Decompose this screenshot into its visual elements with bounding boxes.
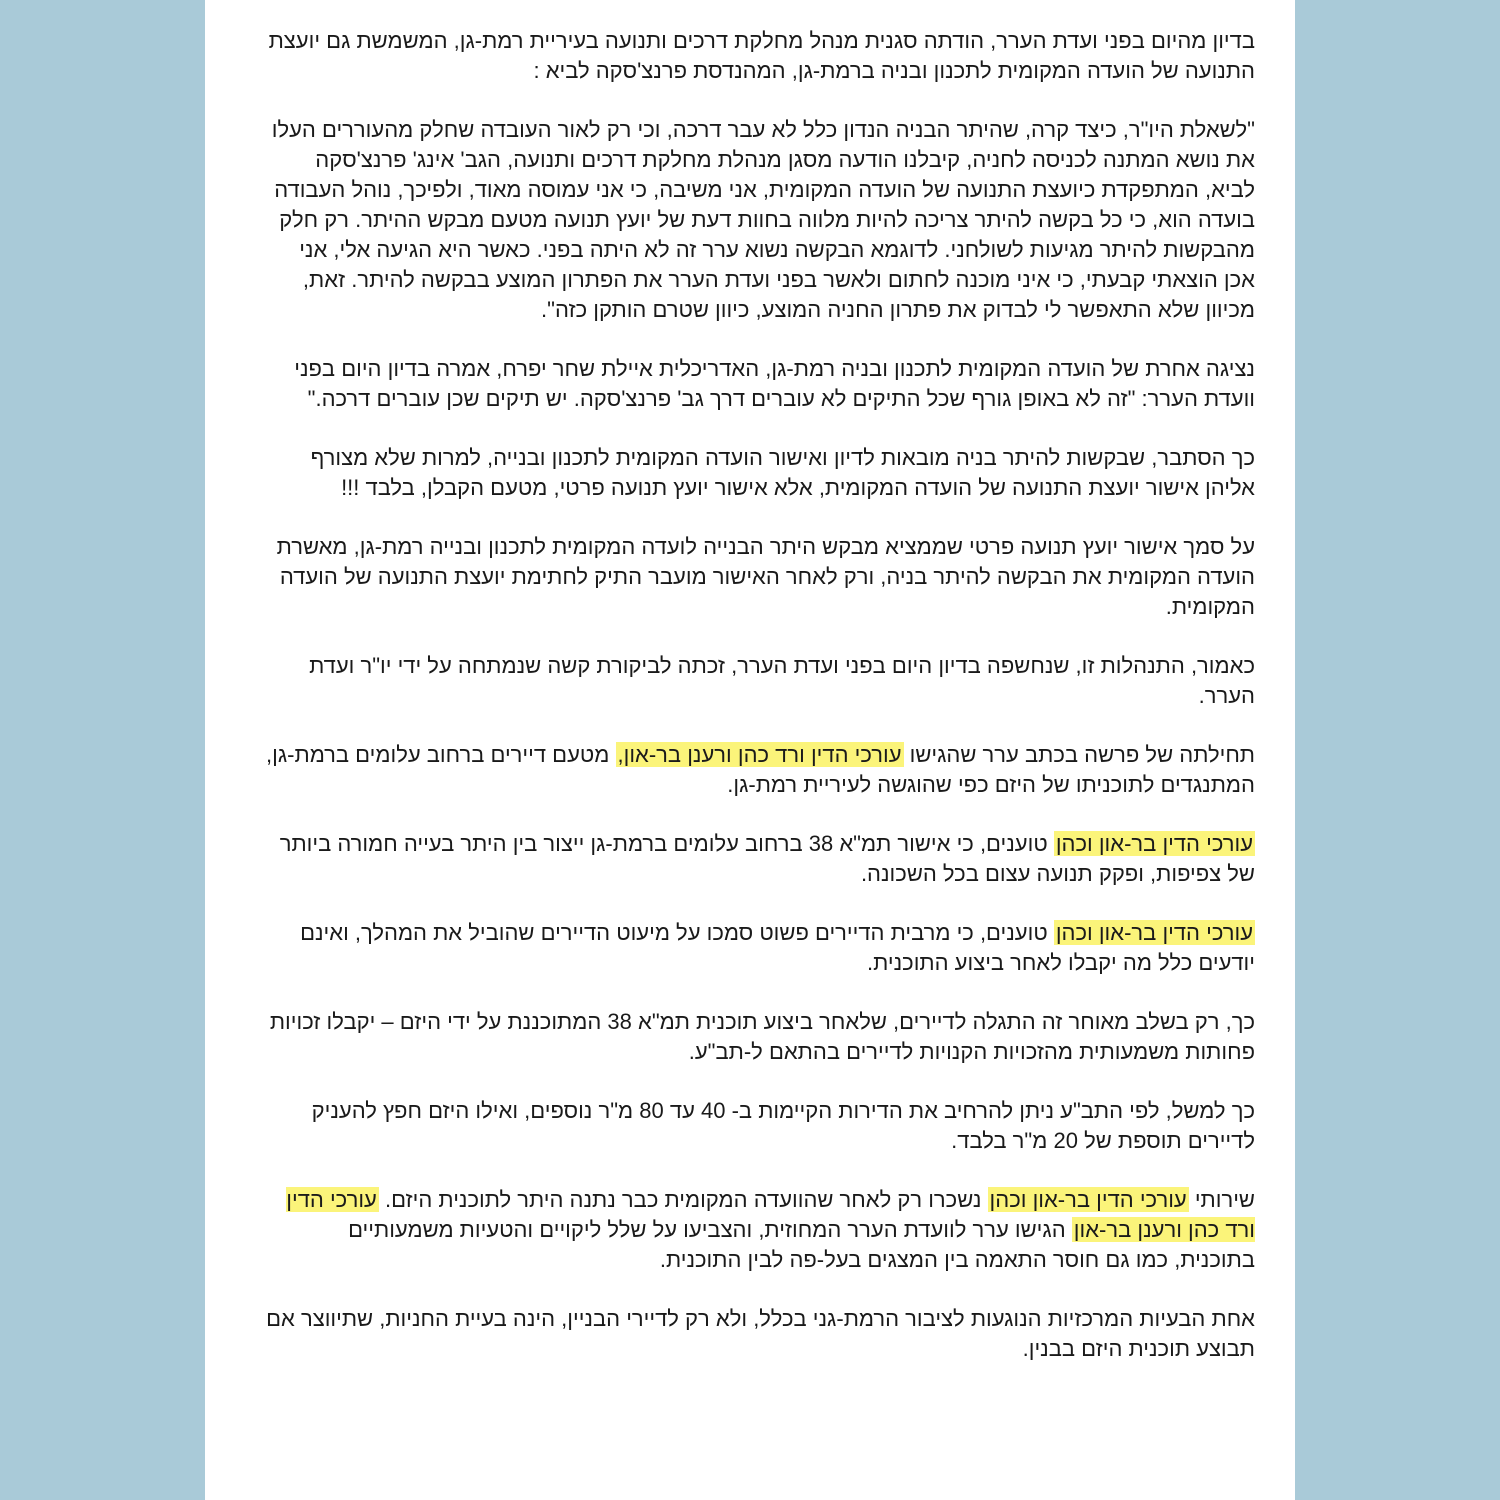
- paragraph-text: נשכרו רק לאחר שהוועדה המקומית כבר נתנה היתר לתוכנית היזם.: [378, 1187, 988, 1212]
- document-paragraph: [265, 354, 1255, 414]
- paragraph-text: כאמור, התנהלות זו, שנחשפה בדיון היום בפני ועדת הערר, זכתה לביקורת קשה שנמתחה על ידי יו"ר ועדת הערר.: [309, 653, 1255, 708]
- document-paragraph: [265, 1096, 1255, 1156]
- paragraph-text: טוענים, כי אישור תמ"א 38 ברחוב עלומים ברמת-גן ייצור בין היתר בעייה חמורה ביותר של צפיפות, ופקק תנועה עצום בכל השכונה.: [279, 831, 1255, 886]
- document-paragraph: [265, 651, 1255, 711]
- document-paragraph: [265, 532, 1255, 622]
- document-page: [205, 0, 1295, 1500]
- document-paragraph: [265, 1185, 1255, 1275]
- paragraph-text: "לשאלת היו"ר, כיצד קרה, שהיתר הבניה הנדון כלל לא עבר דרכה, וכי רק לאור העובדה שחלק מהעוררים העלו את נושא המתנה לכניסה לחניה, קיבלנו הודעה מסגן מנהלת מחלקת דרכים ותנועה, הגב' אינג' פרנצ'סקה לביא, המתפקדת כיועצת התנועה של הועדה המקומית, אני משיבה, כי אני עמוסה מאוד, ולפיכך, נוהל העבודה בועדה הוא, כי כל בקשה להיתר צריכה להיות מלווה בחוות דעת של יועץ תנועה מטעם מבקש ההיתר. רק חלק מהבקשות להיתר מגיעות לשולחני. לדוגמא הבקשה נשוא ערר זה לא היתה בפני. כאשר היא הגיעה אלי, אני אכן הוצאתי קבעתי, כי איני מוכנה לחתום ולאשר בפני ועדת הערר את הפתרון המוצע בבקשה להיתר. זאת, מכיוון שלא התאפשר לי לבדוק את פתרון החניה המוצע, כיוון שטרם הותקן כזה".: [271, 117, 1255, 322]
- document-paragraph: [265, 740, 1255, 800]
- paragraph-text: טוענים, כי מרבית הדיירים פשוט סמכו על מיעוט הדיירים שהוביל את המהלך, ואינם יודעים כלל מה יקבלו לאחר ביצוע התוכנית.: [300, 920, 1255, 975]
- highlighted-text: עורכי הדין ורד כהן ורענן בר-און,: [617, 742, 902, 767]
- paragraph-text: הגישו ערר לוועדת הערר המחוזית, והצביעו על שלל ליקויים והטעיות משמעותיים בתוכנית, כמו גם חוסר התאמה בין המצגים בעל-פה לבין התוכנית.: [348, 1217, 1255, 1272]
- document-paragraph: [265, 918, 1255, 978]
- paragraph-text: תחילתה של פרשה בכתב ערר שהגישו: [903, 742, 1255, 767]
- paragraph-text: שירותי: [1188, 1187, 1255, 1212]
- paragraph-text: מטעם דיירים ברחוב עלומים ברמת-גן, המתנגדים לתוכניתו של היזם כפי שהוגשה לעיריית רמת-גן.: [266, 742, 1255, 797]
- paragraph-text: כך הסתבר, שבקשות להיתר בניה מובאות לדיון ואישור הועדה המקומית לתכנון ובנייה, למרות שלא מצורף אליהן אישור יועצת התנועה של הועדה המקומית, אלא אישור יועץ תנועה פרטי, מטעם הקבלן, בלבד !!!: [310, 445, 1255, 500]
- document-paragraph: [265, 443, 1255, 503]
- paragraph-text: בדיון מהיום בפני ועדת הערר, הודתה סגנית מנהל מחלקת דרכים ותנועה בעיריית רמת-גן, המשמשת גם יועצת התנועה של הועדה המקומית לתכנון ובניה ברמת-גן, המהנדסת פרנצ'סקה לביא :: [268, 28, 1255, 83]
- paragraph-text: על סמך אישור יועץ תנועה פרטי שממציא מבקש היתר הבנייה לועדה המקומית לתכנון ובנייה רמת-גן, מאשרת הועדה המקומית את הבקשה להיתר בניה, ורק לאחר האישור מועבר התיק לחתימת יועצת התנועה של הועדה המקומית.: [276, 534, 1255, 619]
- paragraph-text: אחת הבעיות המרכזיות הנוגעות לציבור הרמת-גני בכלל, ולא רק לדיירי הבניין, הינה בעיית החניות, שתיווצר אם תבוצע תוכנית היזם בבנין.: [266, 1306, 1255, 1361]
- document-paragraph: [265, 115, 1255, 325]
- document-paragraph: [265, 1304, 1255, 1364]
- paragraph-text: כך למשל, לפי התב"ע ניתן להרחיב את הדירות הקיימות ב- 40 עד 80 מ"ר נוספים, ואילו היזם חפץ להעניק לדיירים תוספת של 20 מ"ר בלבד.: [311, 1098, 1255, 1153]
- paragraph-text: נציגה אחרת של הועדה המקומית לתכנון ובניה רמת-גן, האדריכלית איילת שחר יפרח, אמרה בדיון היום בפני וועדת הערר: "זה לא באופן גורף שכל התיקים לא עוברים דרך גב' פרנצ'סקה. יש תיקים שכן עוברים דרכה.": [294, 356, 1255, 411]
- highlighted-text: עורכי הדין בר-און וכהן: [989, 1187, 1187, 1212]
- paragraph-text: כך, רק בשלב מאוחר זה התגלה לדיירים, שלאחר ביצוע תוכנית תמ"א 38 המתוכננת על ידי היזם – יקבלו זכויות פחותות משמעותית מהזכויות הקנויות לדיירים בהתאם ל-תב"ע.: [269, 1009, 1255, 1064]
- document-paragraph: [265, 1007, 1255, 1067]
- document-paragraph: [265, 829, 1255, 889]
- highlighted-text: עורכי הדין בר-און וכהן: [1055, 831, 1253, 856]
- document-paragraph: [265, 26, 1255, 86]
- highlighted-text: עורכי הדין בר-און וכהן: [1055, 920, 1253, 945]
- highlighted-text: עורכי הדין ורד כהן ורענן בר-און: [286, 1187, 1255, 1242]
